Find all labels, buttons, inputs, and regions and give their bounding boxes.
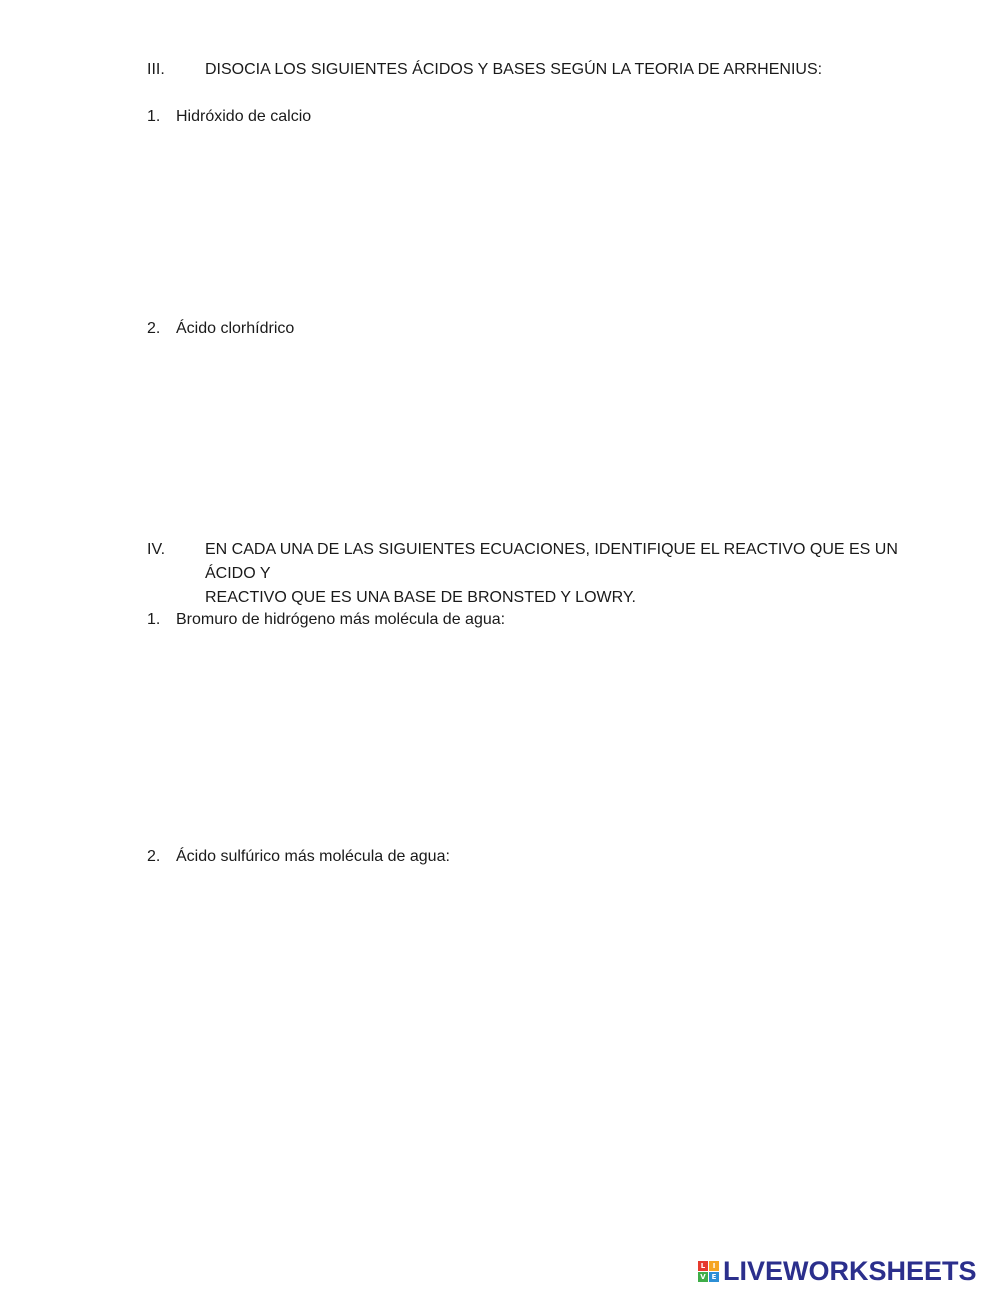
- section-iii-heading: [147, 58, 937, 82]
- logo-block-l: L: [698, 1261, 708, 1271]
- item-text: Bromuro de hidrógeno más molécula de agua:: [176, 611, 506, 628]
- logo-block-v: V: [698, 1272, 708, 1282]
- item-text: Ácido sulfúrico más molécula de agua:: [176, 848, 450, 865]
- section-iii-item-1: [147, 105, 311, 129]
- logo-blocks-icon: [698, 1261, 719, 1282]
- section-iv-item-2: [147, 845, 450, 869]
- logo-wordmark: LIVEWORKSHEETS: [723, 1255, 977, 1286]
- logo-block-e: E: [709, 1272, 719, 1282]
- section-iv-item-1: [147, 608, 505, 632]
- logo-block-i: I: [709, 1261, 719, 1271]
- section-iii-item-2: [147, 317, 294, 341]
- section-iv-title-line-2: REACTIVO QUE ES UNA BASE DE BRONSTED Y LOWRY.: [205, 589, 636, 606]
- section-iv-title-line-1: EN CADA UNA DE LAS SIGUIENTES ECUACIONES, IDENTIFIQUE EL REACTIVO QUE ES UN ÁCIDO Y: [205, 541, 898, 582]
- item-text: Hidróxido de calcio: [176, 108, 312, 125]
- item-number: 2.: [147, 848, 161, 865]
- section-iv-title: [205, 538, 937, 610]
- section-iii-title: DISOCIA LOS SIGUIENTES ÁCIDOS Y BASES SEGÚN LA TEORIA DE ARRHENIUS:: [205, 61, 823, 78]
- item-number: 1.: [147, 611, 161, 628]
- section-iv-heading: [147, 538, 937, 610]
- liveworksheets-logo: [698, 1256, 977, 1286]
- section-iii-number: III.: [147, 61, 165, 78]
- item-number: 1.: [147, 108, 161, 125]
- item-number: 2.: [147, 320, 161, 337]
- section-iv-number: IV.: [147, 541, 166, 558]
- item-text: Ácido clorhídrico: [176, 320, 295, 337]
